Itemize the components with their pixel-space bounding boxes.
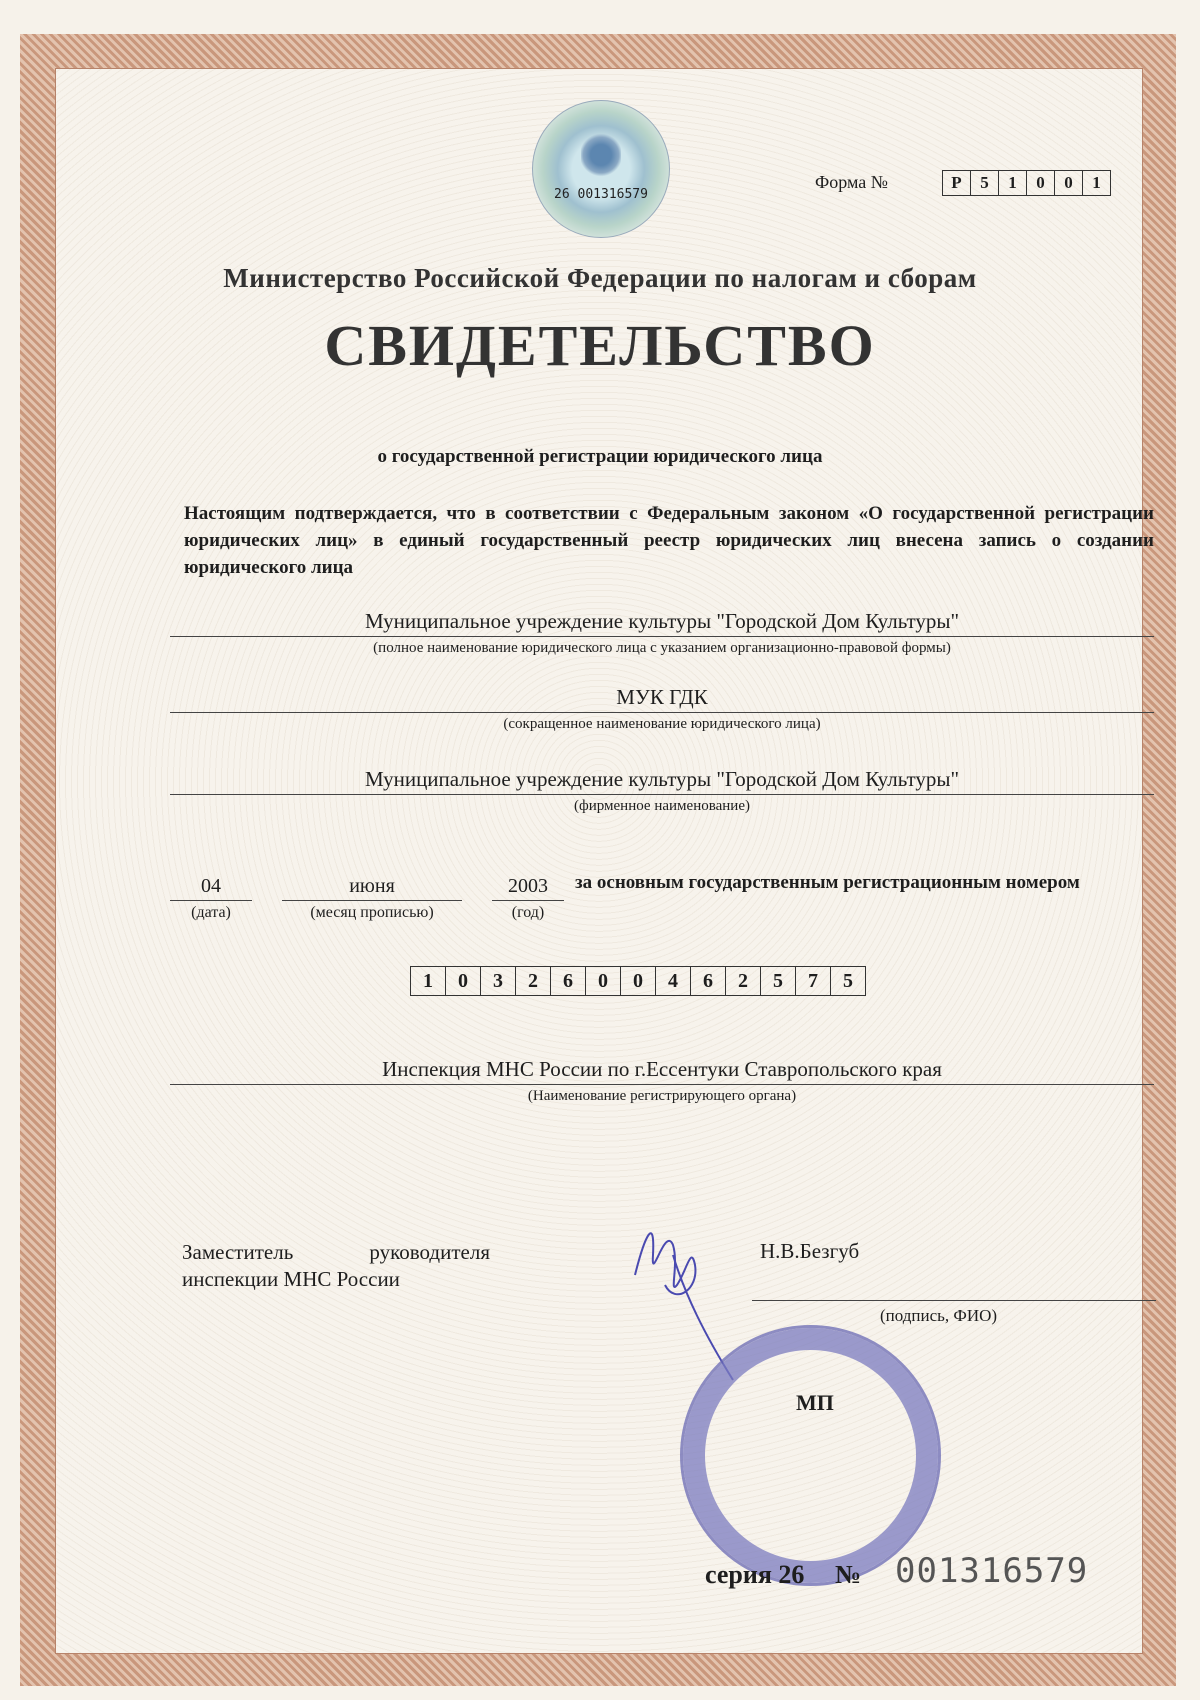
position-line-2: инспекции МНС России [182, 1267, 400, 1291]
ogrn-digit: 1 [411, 967, 446, 995]
form-code-char: 0 [1027, 171, 1055, 195]
authority-value: Инспекция МНС России по г.Ессентуки Ставропольского края [170, 1054, 1154, 1085]
position-word-1: Заместитель [182, 1240, 294, 1264]
document-title: СВИДЕТЕЛЬСТВО [324, 313, 876, 378]
ogrn-number [410, 966, 866, 996]
date-day [170, 872, 252, 925]
hologram-seal [532, 100, 670, 238]
eagle-emblem-icon [581, 133, 621, 177]
date-month-value: июня [282, 872, 462, 901]
date-year [492, 872, 564, 925]
full-name-field [170, 606, 1154, 659]
certificate-paper [55, 68, 1143, 1654]
authority-caption: (Наименование регистрирующего органа) [527, 1088, 797, 1104]
authority-field [170, 1054, 1154, 1107]
date-day-value: 04 [170, 872, 252, 901]
ogrn-digit: 2 [516, 967, 551, 995]
signatory-position [182, 1239, 490, 1293]
ogrn-digit: 0 [586, 967, 621, 995]
ogrn-digit: 5 [761, 967, 796, 995]
ogrn-digit: 0 [621, 967, 656, 995]
ogrn-digit: 4 [656, 967, 691, 995]
full-name-value: Муниципальное учреждение культуры "Городской Дом Культуры" [170, 606, 1154, 637]
date-month-caption: (месяц прописью) [310, 904, 434, 921]
form-code-char: 0 [1055, 171, 1083, 195]
signature-line [752, 1300, 1156, 1301]
firm-name-field [170, 764, 1154, 817]
form-code-char: 1 [1092, 173, 1101, 192]
date-day-caption: (дата) [191, 904, 231, 921]
ogrn-digit: 6 [691, 967, 726, 995]
ogrn-digit: 2 [726, 967, 761, 995]
ogrn-digit: 7 [796, 967, 831, 995]
form-label: Форма № [815, 172, 888, 192]
ogrn-digit: 5 [843, 970, 853, 992]
form-code-char: Р [943, 171, 971, 195]
form-code [942, 170, 1111, 196]
series-number-sign: № [835, 1560, 862, 1589]
form-code-char: 1 [999, 171, 1027, 195]
registration-number-label: за основным государственным регистрационным номером [575, 872, 1080, 893]
date-month [282, 872, 462, 925]
series-number: 001316579 [895, 1551, 1089, 1591]
form-code-char: 5 [971, 171, 999, 195]
ogrn-digit: 3 [481, 967, 516, 995]
date-year-value: 2003 [492, 872, 564, 901]
official-stamp [680, 1325, 941, 1586]
firm-name-value: Муниципальное учреждение культуры "Городской Дом Культуры" [170, 764, 1154, 795]
series-label: серия 26 [705, 1560, 805, 1589]
firm-name-caption: (фирменное наименование) [574, 798, 750, 814]
document-subtitle: о государственной регистрации юридического лица [377, 446, 823, 467]
short-name-caption: (сокращенное наименование юридического лица) [503, 716, 821, 732]
short-name-field [170, 682, 1154, 735]
short-name-value: МУК ГДК [170, 682, 1154, 713]
intro-paragraph: Настоящим подтверждается, что в соответствии с Федеральным законом «О государственной регистрации юридических лиц» в единый государственный реестр юридических лиц внесена запись о создании юридического лица [184, 503, 1154, 578]
ogrn-digit: 6 [551, 967, 586, 995]
signature-caption: (подпись, ФИО) [880, 1306, 998, 1325]
hologram-number: 26 001316579 [554, 187, 648, 202]
ministry-name: Министерство Российской Федерации по налогам и сборам [223, 263, 977, 293]
date-year-caption: (год) [511, 904, 545, 921]
stamp-place-label: МП [796, 1390, 834, 1415]
signatory-name: Н.В.Безгуб [760, 1239, 860, 1263]
position-word-2: руководителя [369, 1240, 490, 1264]
ogrn-digit: 0 [446, 967, 481, 995]
full-name-caption: (полное наименование юридического лица с указанием организационно-правовой формы) [373, 640, 951, 656]
